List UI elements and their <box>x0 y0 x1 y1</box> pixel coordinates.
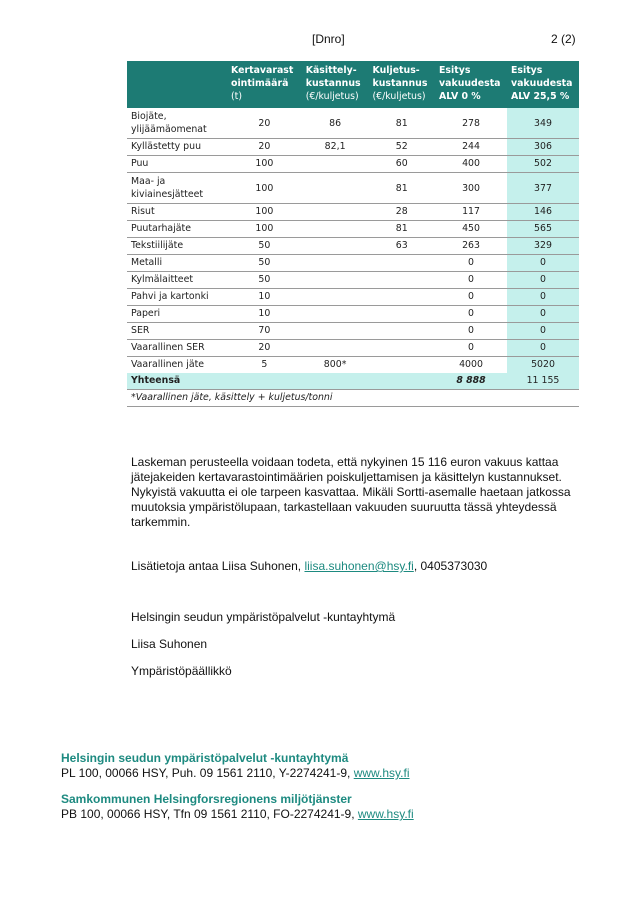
website-link-fi[interactable]: www.hsy.fi <box>353 766 410 780</box>
cell-handling: 82,1 <box>302 139 369 156</box>
cell-vat255: 349 <box>507 108 579 139</box>
cell-name: Risut <box>127 204 227 221</box>
cell-qty: 50 <box>227 272 302 289</box>
cell-vat255: 146 <box>507 204 579 221</box>
cell-transport <box>369 255 436 272</box>
cell-qty: 100 <box>227 221 302 238</box>
cell-transport: 81 <box>369 173 436 204</box>
table-row <box>127 108 579 139</box>
cell-qty: 20 <box>258 117 271 129</box>
footer-title-sv: Samkommunen Helsingforsregionens miljötjänster <box>61 792 352 806</box>
table-header-row <box>127 61 579 108</box>
cell-handling <box>302 238 369 255</box>
cell-transport <box>369 289 436 306</box>
cell-transport <box>369 272 436 289</box>
table-row <box>127 323 579 340</box>
cell-qty: 50 <box>227 238 302 255</box>
cell-name: Kylmälaitteet <box>127 272 227 289</box>
cell-handling <box>302 204 369 221</box>
cell-vat255: 5020 <box>507 357 579 374</box>
cell-name: Maa- ja kiviainesjätteet <box>127 173 227 204</box>
footnote-row <box>127 390 579 407</box>
cell-qty: 10 <box>227 289 302 306</box>
cell-name: Pahvi ja kartonki <box>127 289 227 306</box>
cell-name: Paperi <box>127 306 227 323</box>
cell-name: Puutarhajäte <box>127 221 227 238</box>
signature-org: Helsingin seudun ympäristöpalvelut -kuntayhtymä <box>131 610 396 624</box>
cell-vat0: 300 <box>435 173 507 204</box>
cell-handling <box>302 306 369 323</box>
cell-vat255: 377 <box>507 173 579 204</box>
cell-name: Puu <box>127 156 227 173</box>
cell-vat255: 0 <box>507 340 579 357</box>
cell-qty: 100 <box>227 156 302 173</box>
column-header-vat255: Esitys vakuudesta ALV 25,5 % <box>507 61 579 108</box>
cell-transport: 81 <box>395 117 408 129</box>
cell-transport <box>369 306 436 323</box>
cell-qty: 70 <box>227 323 302 340</box>
table-row <box>127 238 579 255</box>
cell-qty: 20 <box>227 340 302 357</box>
cell-qty: 10 <box>227 306 302 323</box>
cell-handling <box>302 272 369 289</box>
footer-address-fi <box>61 766 410 780</box>
cell-transport <box>369 340 436 357</box>
footer-title-fi: Helsingin seudun ympäristöpalvelut -kuntayhtymä <box>61 751 349 765</box>
cell-vat255: 0 <box>507 272 579 289</box>
document-number: [Dnro] <box>312 32 345 46</box>
cell-vat0: 278 <box>462 117 480 129</box>
cell-vat255: 0 <box>507 323 579 340</box>
body-paragraph: Laskeman perusteella voidaan todeta, että nykyinen 15 116 euron vakuus kattaa jätejakeiden kertavarastointimäärien poiskuljettamisen ja käsittelyn kustannukset. Nykyistä vakuutta ei ole tarpeen kasvattaa. Mikäli Sortti-asemalle haetaan jatkossa muutoksia ympäristölupaan, tarkastellaan vakuuden suuruutta tässä yhteydessä tarkemmin. <box>131 455 571 529</box>
cell-name: SER <box>127 323 227 340</box>
cell-handling: 800* <box>302 357 369 374</box>
cell-handling <box>302 255 369 272</box>
total-label: Yhteensä <box>127 373 435 390</box>
table-row <box>127 221 579 238</box>
cell-vat0: 244 <box>435 139 507 156</box>
cell-vat255: 0 <box>507 289 579 306</box>
email-link[interactable]: liisa.suhonen@hsy.fi <box>304 559 414 573</box>
cell-vat0: 4000 <box>435 357 507 374</box>
total-vat0: 8 888 <box>435 373 507 390</box>
cell-vat0: 263 <box>435 238 507 255</box>
signature-name: Liisa Suhonen <box>131 637 208 651</box>
cell-qty: 100 <box>227 173 302 204</box>
cell-vat0: 0 <box>435 272 507 289</box>
cell-handling <box>302 289 369 306</box>
table-row <box>127 156 579 173</box>
table-row <box>127 306 579 323</box>
cell-vat0: 0 <box>435 306 507 323</box>
cell-name: Kyllästetty puu <box>127 139 227 156</box>
cell-name: Vaarallinen jäte <box>127 357 227 374</box>
cell-vat0: 450 <box>435 221 507 238</box>
cell-vat0: 0 <box>435 323 507 340</box>
cell-transport: 60 <box>369 156 436 173</box>
column-header-vat0: Esitys vakuudesta ALV 0 % <box>435 61 507 108</box>
contact-line <box>131 559 487 573</box>
website-link-sv[interactable]: www.hsy.fi <box>357 807 414 821</box>
column-header-transport: Kuljetus- kustannus (€/kuljetus) <box>369 61 436 108</box>
cell-vat255: 565 <box>507 221 579 238</box>
cell-vat0: 400 <box>435 156 507 173</box>
cell-handling <box>302 156 369 173</box>
signature-title: Ympäristöpäällikkö <box>131 664 232 678</box>
table-row <box>127 272 579 289</box>
total-row <box>127 373 579 390</box>
cell-handling <box>302 221 369 238</box>
cell-transport: 81 <box>369 221 436 238</box>
column-header-quantity: Kertavarast ointimäärä (t) <box>227 61 302 108</box>
table-row <box>127 357 579 374</box>
footnote: *Vaarallinen jäte, käsittely + kuljetus/tonni <box>127 390 579 407</box>
cell-handling: 86 <box>329 117 342 129</box>
cell-transport: 28 <box>369 204 436 221</box>
cell-qty: 5 <box>227 357 302 374</box>
column-header-handling: Käsittely- kustannus (€/kuljetus) <box>302 61 369 108</box>
table-row <box>127 289 579 306</box>
cell-transport: 63 <box>369 238 436 255</box>
footer-address-sv-text: PB 100, 00066 HSY, Tfn 09 1561 2110, FO-2274241-9, <box>61 807 358 821</box>
cell-vat255: 329 <box>507 238 579 255</box>
cell-vat255: 306 <box>507 139 579 156</box>
cost-table <box>127 61 579 407</box>
cell-name: Metalli <box>127 255 227 272</box>
cell-vat0: 0 <box>435 255 507 272</box>
cell-handling <box>302 323 369 340</box>
cell-qty: 20 <box>227 139 302 156</box>
cell-vat255: 0 <box>507 255 579 272</box>
page-number: 2 (2) <box>551 32 576 46</box>
cell-vat255: 502 <box>507 156 579 173</box>
table-row <box>127 340 579 357</box>
cell-name: Vaarallinen SER <box>127 340 227 357</box>
cell-handling <box>302 173 369 204</box>
column-header-name <box>127 61 227 108</box>
cell-vat0: 0 <box>435 340 507 357</box>
cell-vat0: 117 <box>435 204 507 221</box>
cell-handling <box>302 340 369 357</box>
cell-qty: 100 <box>227 204 302 221</box>
footer-address-fi-text: PL 100, 00066 HSY, Puh. 09 1561 2110, Y-2274241-9, <box>61 766 354 780</box>
cell-vat255: 0 <box>507 306 579 323</box>
cell-transport <box>369 323 436 340</box>
cell-transport: 52 <box>369 139 436 156</box>
cell-vat0: 0 <box>435 289 507 306</box>
contact-prefix: Lisätietoja antaa Liisa Suhonen, <box>131 559 305 573</box>
cell-name: Tekstiilijäte <box>127 238 227 255</box>
table-row <box>127 139 579 156</box>
total-vat255: 11 155 <box>507 373 579 390</box>
table-row <box>127 173 579 204</box>
cell-qty: 50 <box>227 255 302 272</box>
cell-transport <box>369 357 436 374</box>
table-row <box>127 255 579 272</box>
footer-address-sv <box>61 807 414 821</box>
contact-phone: , 0405373030 <box>413 559 488 573</box>
cell-name: Biojäte, ylijäämäomenat <box>131 111 207 135</box>
table-row <box>127 204 579 221</box>
